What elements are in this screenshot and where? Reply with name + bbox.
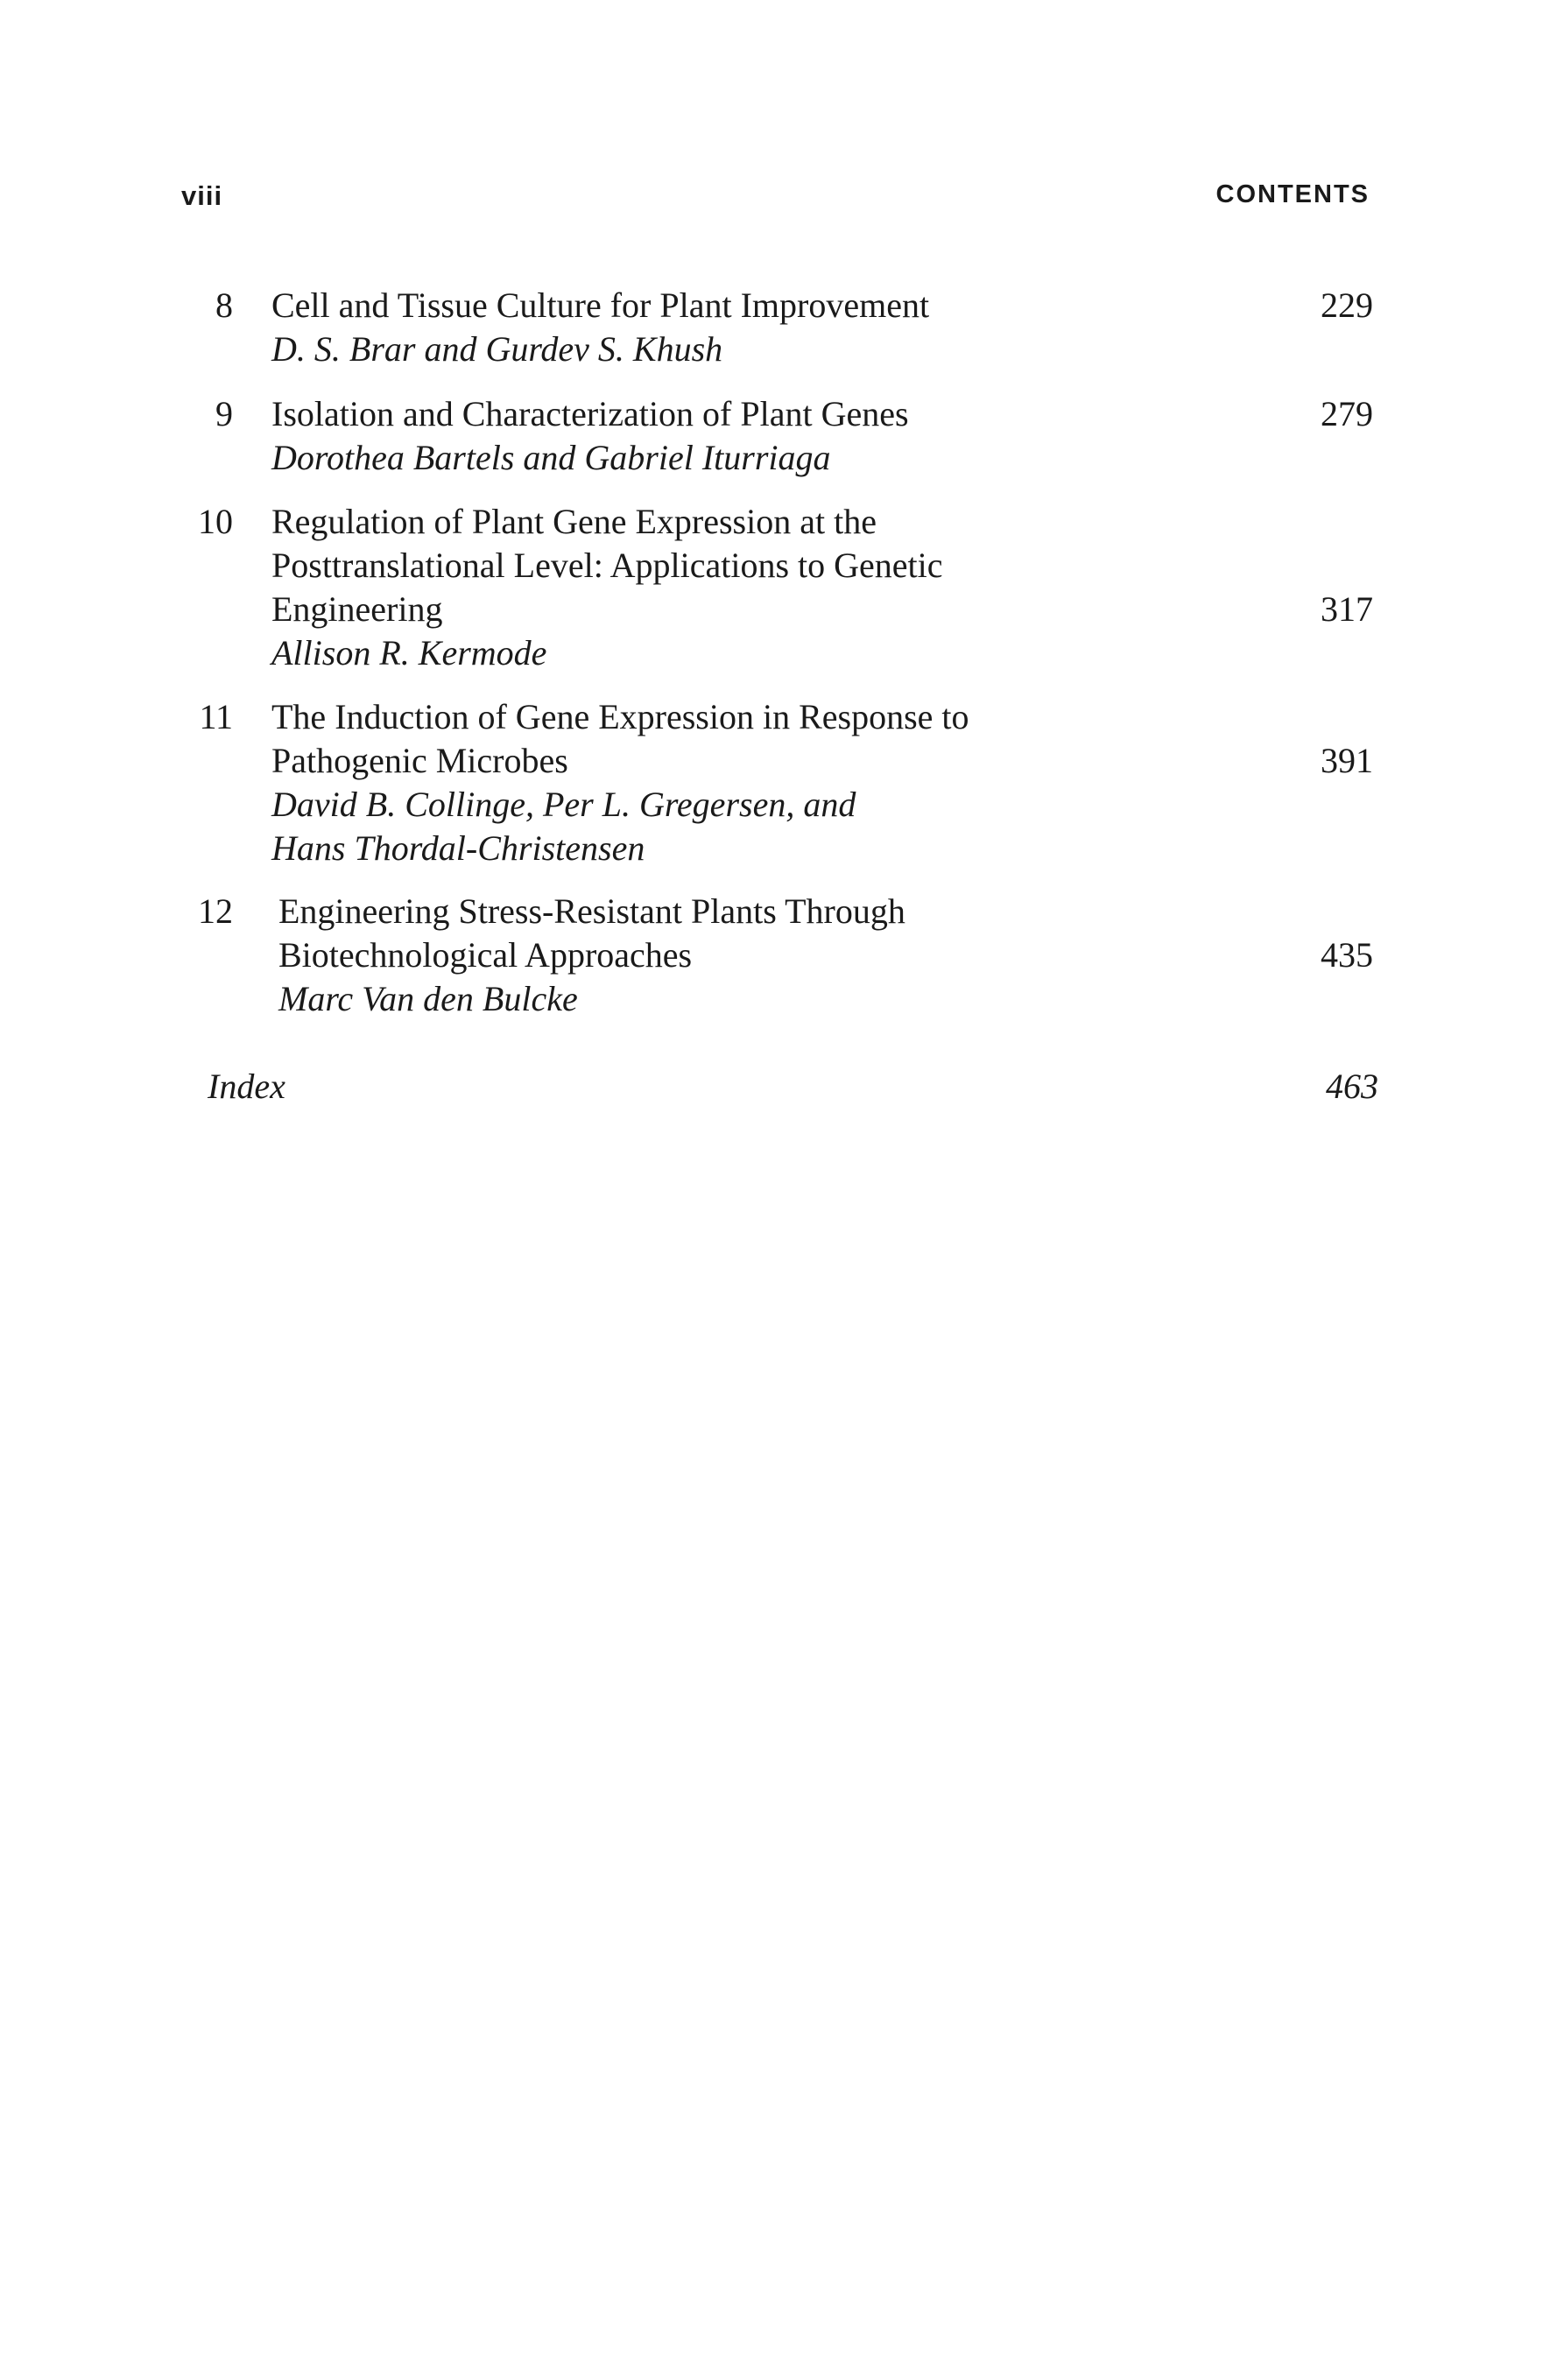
running-head bbox=[181, 180, 1370, 215]
index-page-number: 463 bbox=[1326, 1067, 1378, 1106]
chapter-page-number: 391 bbox=[1321, 741, 1373, 780]
chapter-authors-line: D. S. Brar and Gurdev S. Khush bbox=[271, 329, 723, 369]
index-label: Index bbox=[208, 1067, 285, 1106]
chapter-number: 11 bbox=[199, 697, 233, 736]
entry-body bbox=[278, 890, 1154, 1021]
chapter-title-line: Biotechnological Approaches bbox=[278, 935, 693, 975]
chapter-title-line: Isolation and Characterization of Plant Genes bbox=[271, 394, 909, 433]
chapter-title-line: Regulation of Plant Gene Expression at the bbox=[271, 502, 877, 541]
entry-body bbox=[271, 695, 1147, 870]
running-title: CONTENTS bbox=[1215, 180, 1370, 208]
chapter-number: 9 bbox=[215, 394, 233, 433]
chapter-number: 12 bbox=[198, 891, 233, 931]
chapter-title-line: Posttranslational Level: Applications to Genetic bbox=[271, 546, 943, 585]
chapter-title-line: The Induction of Gene Expression in Response to bbox=[271, 697, 969, 736]
chapter-page-number: 229 bbox=[1321, 285, 1373, 325]
entry-body bbox=[271, 284, 1147, 371]
chapter-authors-line: David B. Collinge, Per L. Gregersen, and bbox=[271, 785, 856, 824]
chapter-page-number: 435 bbox=[1321, 935, 1373, 975]
entry-body bbox=[271, 500, 1147, 675]
entry-body bbox=[271, 392, 1147, 480]
chapter-title-line: Engineering bbox=[271, 589, 443, 629]
chapter-title-line: Engineering Stress-Resistant Plants Through bbox=[278, 891, 905, 931]
chapter-authors-line: Allison R. Kermode bbox=[271, 633, 547, 672]
chapter-authors-line: Hans Thordal-Christensen bbox=[271, 828, 645, 868]
chapter-authors-line: Marc Van den Bulcke bbox=[278, 979, 578, 1018]
chapter-title-line: Pathogenic Microbes bbox=[271, 741, 568, 780]
chapter-page-number: 279 bbox=[1321, 394, 1373, 433]
chapter-title-line: Cell and Tissue Culture for Plant Improvement bbox=[271, 285, 930, 325]
chapter-page-number: 317 bbox=[1321, 589, 1373, 629]
chapter-authors-line: Dorothea Bartels and Gabriel Iturriaga bbox=[271, 438, 831, 477]
page-folio: viii bbox=[181, 180, 223, 211]
chapter-number: 10 bbox=[198, 502, 233, 541]
chapter-number: 8 bbox=[215, 285, 233, 325]
